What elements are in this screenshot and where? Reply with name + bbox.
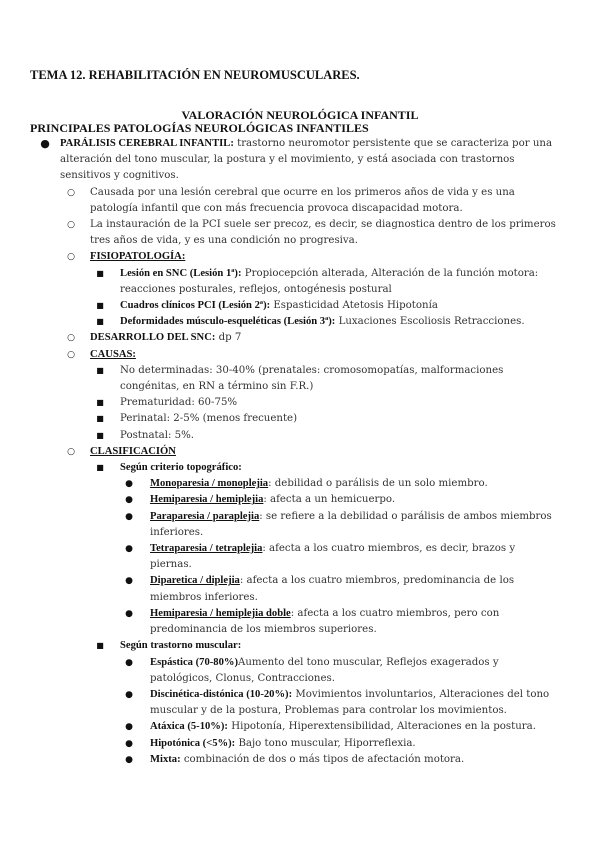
- list-item-topo: [30, 492, 560, 508]
- topo-item-text: : afecta a los cuatro miembros, predominancia de los miembros inferiores.: [150, 575, 515, 603]
- list-item-topo: [30, 476, 560, 492]
- fisio-item-label: Deformidades músculo-esqueléticas (Lesión 3ª):: [120, 316, 336, 328]
- filled-bullet-icon: ●: [40, 137, 50, 150]
- topo-item-text: : debilidad o parálisis de un solo miembro.: [268, 478, 488, 490]
- filled-bullet-icon: ●: [125, 657, 133, 668]
- filled-bullet-icon: ●: [125, 689, 133, 700]
- list-item-causa: [30, 363, 560, 395]
- list-item-causa: [30, 428, 560, 444]
- pci-label: PARÁLISIS CEREBRAL INFANTIL:: [60, 138, 234, 149]
- list-item-musc: [30, 752, 560, 768]
- topografico-label: Según criterio topográfico:: [120, 462, 242, 474]
- desarrollo-text: dp 7: [215, 332, 242, 344]
- filled-bullet-icon: ●: [125, 608, 133, 619]
- fisio-item-text: Espasticidad Atetosis Hipotonía: [270, 300, 438, 312]
- topo-item-text: : afecta a los cuatro miembros, es decir, brazos y piernas.: [150, 543, 516, 571]
- fisio-item-label: Lesión en SNC (Lesión 1ª):: [120, 267, 242, 279]
- square-bullet-icon: ■: [96, 301, 104, 311]
- causa-text: Postnatal: 5%.: [120, 429, 195, 441]
- list-item-musc: [30, 736, 560, 752]
- musc-item-label: Espástica (70-80%): [150, 656, 238, 668]
- causa-text: Perinatal: 2-5% (menos frecuente): [120, 413, 298, 425]
- topo-item-label: Monoparesia / monoplejia: [150, 478, 269, 490]
- hollow-bullet-icon: ○: [67, 252, 75, 263]
- musc-item-label: Mixta:: [150, 753, 181, 765]
- musc-item-text: Movimientos involuntarios, Alteraciones del tono muscular y de la postura, Problemas para controlar los movimientos.: [150, 688, 550, 717]
- square-bullet-icon: ■: [96, 430, 104, 440]
- musc-item-label: Discinética-distónica (10-20%):: [150, 688, 293, 700]
- list-item-fisio-2: [30, 298, 560, 314]
- clasificacion-label: CLASIFICACIÓN: [90, 445, 176, 457]
- topo-item-text: : afecta a los cuatro miembros, pero con predominancia de los miembros superiores.: [150, 607, 500, 636]
- list-item-cause: [30, 185, 560, 217]
- musc-item-text: Bajo tono muscular, Hiporreflexia.: [235, 737, 416, 749]
- square-bullet-icon: ■: [96, 398, 104, 408]
- musc-item-text: combinación de dos o más tipos de afectación motora.: [180, 753, 465, 765]
- fisio-item-label: Cuadros clínicos PCI (Lesión 2ª):: [120, 300, 271, 312]
- hollow-bullet-icon: ○: [67, 220, 75, 231]
- musc-item-text: Hipotonía, Hiperextensibilidad, Alteraciones en la postura.: [227, 721, 536, 733]
- list-item-clasificacion: [30, 444, 560, 460]
- topo-item-label: Diparetica / diplejia: [150, 575, 240, 587]
- square-bullet-icon: ■: [96, 641, 104, 651]
- desarrollo-label: DESARROLLO DEL SNC:: [90, 332, 216, 344]
- list-item-onset: [30, 217, 560, 249]
- topo-item-text: : afecta a un hemicuerpo.: [263, 494, 396, 506]
- topo-item-label: Tetraparesia / tetraplejia: [150, 543, 263, 555]
- filled-bullet-icon: ●: [125, 738, 133, 749]
- filled-bullet-icon: ●: [125, 544, 133, 555]
- list-item-fisiopatologia: [30, 249, 560, 265]
- list-item-musc: [30, 655, 560, 687]
- muscular-label: Según trastorno muscular:: [120, 640, 242, 652]
- filled-bullet-icon: ●: [125, 511, 133, 522]
- filled-bullet-icon: ●: [125, 576, 133, 587]
- musc-item-text: Aumento del tono muscular, Reflejos exagerados y patológicos, Clonus, Contracciones.: [150, 656, 499, 684]
- fisio-item-text: Propiocepción alterada, Alteración de la función motora: reacciones posturales, reflejos, ontogénesis postural: [120, 267, 539, 295]
- filled-bullet-icon: ●: [125, 754, 133, 765]
- causa-text: No determinadas: 30-40% (prenatales: cromosomopatías, malformaciones congénitas, en RN a término sin F.R.): [120, 364, 504, 393]
- list-item-muscular: [30, 638, 560, 654]
- list-item-desarrollo: [30, 330, 560, 346]
- filled-bullet-icon: ●: [125, 479, 133, 490]
- fisio-item-text: Luxaciones Escoliosis Retracciones.: [335, 316, 525, 328]
- hollow-bullet-icon: ○: [67, 446, 75, 457]
- hollow-bullet-icon: ○: [67, 349, 75, 360]
- square-bullet-icon: ■: [96, 365, 104, 375]
- square-bullet-icon: ■: [96, 414, 104, 424]
- pci-text: trastorno neuromotor persistente que se caracteriza por una alteración del tono muscular, la postura y el movimiento, y está asociada con trastornos sensitivos y cognitivos.: [60, 138, 553, 182]
- cause-text: Causada por una lesión cerebral que ocurre en los primeros años de vida y es una patología infantil que con más frecuencia provoca discapacidad motora.: [90, 186, 515, 214]
- list-item-causa: [30, 411, 560, 427]
- onset-text: La instauración de la PCI suele ser precoz, es decir, se diagnostica dentro de los primeros tres años de vida, y es una condición no progresiva.: [90, 219, 556, 247]
- section-heading: PRINCIPALES PATOLOGÍAS NEUROLÓGICAS INFANTILES: [30, 121, 369, 135]
- square-bullet-icon: ■: [96, 463, 104, 473]
- list-item-fisio-1: [30, 266, 560, 298]
- list-item-topo: [30, 573, 560, 605]
- document-subtitle: VALORACIÓN NEUROLÓGICA INFANTIL: [181, 108, 419, 122]
- document-title: TEMA 12. REHABILITACIÓN EN NEUROMUSCULARES.: [30, 68, 360, 82]
- list-item-topo: [30, 606, 560, 638]
- topo-item-text: : se refiere a la debilidad o parálisis de ambos miembros inferiores.: [150, 510, 552, 538]
- list-item-pci: [30, 136, 560, 185]
- square-bullet-icon: ■: [96, 317, 104, 327]
- causas-label: CAUSAS:: [90, 348, 136, 360]
- list-item-musc: [30, 687, 560, 719]
- musc-item-label: Hipotónica (<5%):: [150, 737, 236, 749]
- musc-item-label: Atáxica (5-10%):: [150, 721, 228, 733]
- list-item-fisio-3: [30, 314, 560, 330]
- topo-item-label: Paraparesia / paraplejia: [150, 510, 260, 522]
- topo-item-label: Hemiparesia / hemiplejia: [150, 494, 264, 506]
- filled-bullet-icon: ●: [125, 495, 133, 506]
- hollow-bullet-icon: ○: [67, 333, 75, 344]
- hollow-bullet-icon: ○: [67, 187, 75, 198]
- list-item-causas: [30, 347, 560, 363]
- filled-bullet-icon: ●: [125, 722, 133, 733]
- list-item-topo: [30, 541, 560, 573]
- list-item-causa: [30, 395, 560, 411]
- topo-item-label: Hemiparesia / hemiplejia doble: [150, 607, 291, 619]
- document-body: [30, 136, 560, 768]
- fisiopatologia-label: FISIOPATOLOGÍA:: [90, 251, 186, 263]
- square-bullet-icon: ■: [96, 268, 104, 278]
- list-item-topografico: [30, 460, 560, 476]
- causa-text: Prematuridad: 60-75%: [120, 397, 238, 409]
- list-item-musc: [30, 719, 560, 735]
- list-item-topo: [30, 509, 560, 541]
